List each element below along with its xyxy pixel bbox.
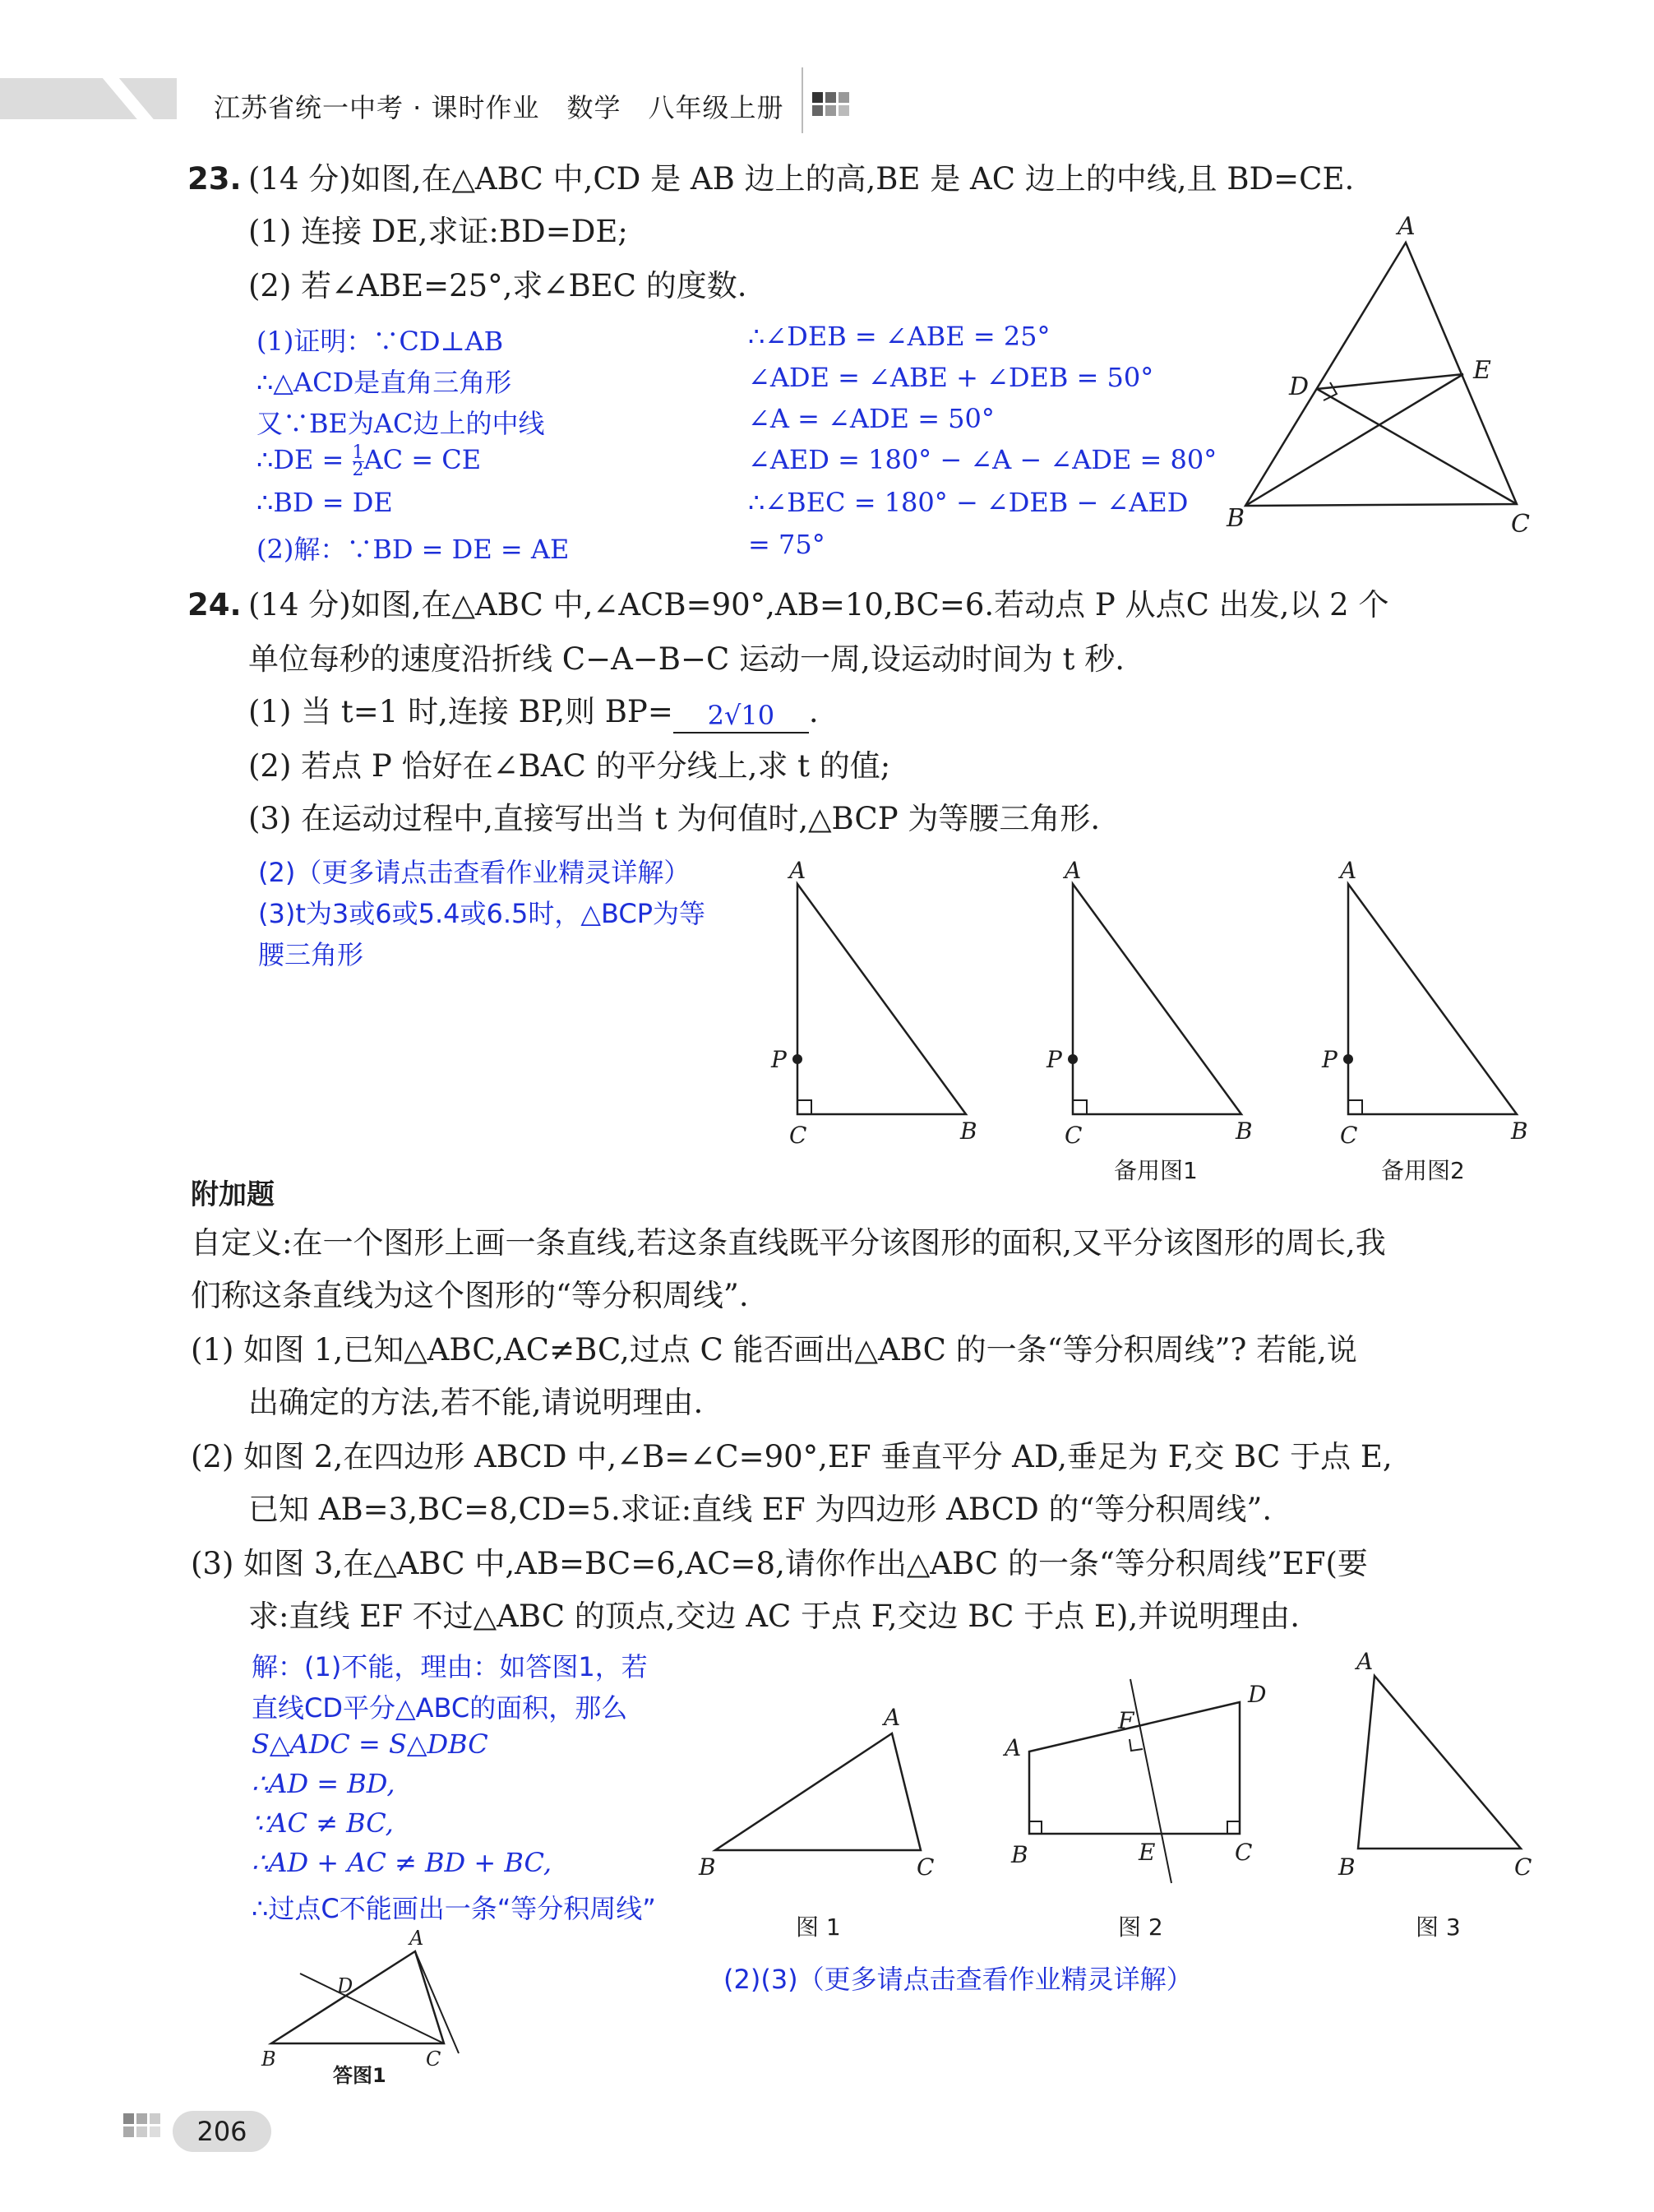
point-p — [1068, 1054, 1078, 1064]
q23-ans-right: ∠A = ∠ADE = 50° — [748, 403, 995, 434]
label-c: C — [789, 1122, 807, 1149]
q24-caption-spare-1: 备用图1 — [1114, 1157, 1198, 1184]
q23-ans-right: = 75° — [748, 529, 825, 560]
label-c: C — [1065, 1122, 1083, 1149]
svg-text:C: C — [917, 1853, 935, 1881]
extra-ans-line: ∴过点C不能画出一条“等分积周线” — [252, 1893, 656, 1924]
svg-text:D: D — [337, 1974, 353, 1997]
q24-number: 24. — [187, 587, 242, 622]
caption-fig-2: 图 2 — [1118, 1914, 1163, 1941]
label-b: B — [1511, 1118, 1528, 1145]
q23-ans-line: ∴△ACD是直角三角形 — [256, 367, 512, 398]
q23-ans-line: (2)解：∵BD = DE = AE — [256, 534, 570, 565]
extra-ans-line: S△ADC = S△DBC — [252, 1728, 488, 1760]
q23-ans-line-fraction: ∴DE = $\frac{1}{2}$ AC = CE — [256, 442, 482, 480]
q23-ans-line: (1)证明：∵CD⊥AB — [256, 326, 504, 357]
extra-figure-1 — [682, 1678, 945, 1891]
extra-part3-line1: (3) 如图 3,在△ABC 中,AB=BC=6,AC=8,请你作出△ABC 的一条“等分积周线”EF(要 — [191, 1546, 1368, 1581]
extra-ans-more: (2)(3)（更多请点击查看作业精灵详解） — [723, 1964, 1193, 1995]
svg-text:B: B — [1338, 1853, 1356, 1881]
extra-part1-line2: 出确定的方法,若不能,请说明理由. — [248, 1385, 704, 1420]
point-p — [1343, 1054, 1353, 1064]
point-p — [792, 1054, 802, 1064]
svg-text:E: E — [1139, 1839, 1156, 1866]
segment-be — [1245, 374, 1463, 506]
extra-ans-line: 直线CD平分△ABC的面积，那么 — [252, 1692, 628, 1724]
right-angle-mark — [1324, 382, 1337, 400]
extra-intro-line1: 自定义:在一个图形上画一条直线,若这条直线既平分该图形的面积,又平分该图形的周长,我 — [191, 1225, 1386, 1261]
q23-triangle-figure — [1217, 210, 1545, 539]
label-b: B — [1227, 504, 1245, 533]
extra-part2-line2: 已知 AB=3,BC=8,CD=5.求证:直线 EF 为四边形 ABCD 的“等分积周线”. — [248, 1492, 1273, 1527]
svg-text:B: B — [261, 2048, 276, 2071]
svg-text:D: D — [1248, 1681, 1267, 1708]
svg-text:F: F — [1118, 1707, 1134, 1734]
label-b: B — [960, 1118, 977, 1145]
label-p: P — [1322, 1046, 1338, 1073]
q24-ans-line: (3)t为3或6或5.4或6.5时，△BCP为等 — [258, 898, 706, 929]
extra-intro-line2: 们称这条直线为这个图形的“等分积周线”. — [191, 1278, 749, 1313]
q24-spare-figure-1 — [1040, 847, 1262, 1151]
q23-stem: (14 分)如图,在△ABC 中,CD 是 AB 边上的高,BE 是 AC 边上的中线,且 BD=CE. — [248, 161, 1355, 197]
label-a: A — [1398, 212, 1416, 241]
caption-answer-fig-1: 答图1 — [333, 2064, 386, 2087]
q23-ans-right: ∴∠DEB = ∠ABE = 25° — [748, 321, 1051, 352]
fraction-one-half: $\frac{1}{2}$ — [352, 442, 364, 480]
caption-fig-1: 图 1 — [796, 1914, 841, 1941]
label-c: C — [1511, 510, 1530, 539]
extra-part2-line1: (2) 如图 2,在四边形 ABCD 中,∠B=∠C=90°,EF 垂直平分 AD,垂足为 F,交 BC 于点 E, — [191, 1439, 1393, 1474]
svg-text:A: A — [1005, 1734, 1022, 1761]
extra-figure-2 — [986, 1669, 1291, 1908]
label-a: A — [789, 857, 806, 884]
q24-caption-spare-2: 备用图2 — [1381, 1157, 1465, 1184]
svg-text:C: C — [1235, 1839, 1253, 1866]
q23-ans-line: ∴BD = DE — [256, 487, 393, 518]
label-b: B — [1236, 1118, 1253, 1145]
q24-part1: (1) 当 t=1 时,连接 BP,则 BP= 2√10 . — [248, 691, 819, 733]
q24-stem-line2: 单位每秒的速度沿折线 C−A−B−C 运动一周,设运动时间为 t 秒. — [248, 641, 1125, 677]
q24-part2: (2) 若点 P 恰好在∠BAC 的平分线上,求 t 的值; — [248, 748, 891, 784]
q23-number: 23. — [187, 161, 242, 197]
svg-text:A: A — [1356, 1648, 1374, 1675]
q23-part2: (2) 若∠ABE=25°,求∠BEC 的度数. — [248, 268, 747, 303]
label-p: P — [771, 1046, 787, 1073]
q23-part1: (1) 连接 DE,求证:BD=DE; — [248, 214, 628, 249]
extra-ans-line: ∵AC ≠ BC, — [252, 1807, 394, 1839]
q24-stem-line1: (14 分)如图,在△ABC 中,∠ACB=90°,AB=10,BC=6.若动点 P 从点C 出发,以 2 个 — [248, 587, 1389, 622]
header-divider — [802, 67, 803, 133]
svg-text:C: C — [426, 2048, 441, 2071]
extra-ans-line: ∴AD + AC ≠ BD + BC, — [252, 1847, 552, 1878]
caption-fig-3: 图 3 — [1416, 1914, 1461, 1941]
extra-title: 附加题 — [191, 1178, 275, 1211]
svg-text:B: B — [699, 1853, 716, 1881]
extra-part1-line1: (1) 如图 1,已知△ABC,AC≠BC,过点 C 能否画出△ABC 的一条“等分积周线”? 若能,说 — [191, 1332, 1357, 1367]
label-a: A — [1340, 857, 1357, 884]
q23-ans-line: 又∵BE为AC边上的中线 — [256, 408, 545, 439]
q24-spare-figure-2 — [1315, 847, 1537, 1151]
page-number: 206 — [173, 2111, 271, 2152]
q24-main-figure — [765, 847, 986, 1151]
extra-ans-line: ∴AD = BD, — [252, 1768, 395, 1799]
q24-ans-line: 腰三角形 — [258, 939, 364, 970]
extra-part3-line2: 求:直线 EF 不过△ABC 的顶点,交边 AC 于点 F,交边 BC 于点 E),并说明理由. — [248, 1599, 1300, 1634]
label-p: P — [1046, 1046, 1062, 1073]
label-c: C — [1340, 1122, 1358, 1149]
extra-figure-3 — [1324, 1645, 1562, 1891]
extra-ans-line: 解：(1)不能，理由：如答图1，若 — [252, 1651, 648, 1682]
svg-text:A: A — [409, 1927, 424, 1950]
q23-ans-right: ∠ADE = ∠ABE + ∠DEB = 50° — [748, 362, 1154, 393]
svg-text:B: B — [1011, 1841, 1028, 1868]
svg-text:A: A — [884, 1704, 901, 1731]
header-band — [0, 78, 177, 119]
q24-part3: (3) 在运动过程中,直接写出当 t 为何值时,△BCP 为等腰三角形. — [248, 801, 1101, 836]
header-title: 江苏省统一中考 · 课时作业 数学 八年级上册 — [214, 92, 784, 123]
q24-ans-line: (2)（更多请点击查看作业精灵详解） — [258, 857, 691, 888]
label-e: E — [1473, 356, 1491, 385]
q23-ans-right: ∠AED = 180° − ∠A − ∠ADE = 80° — [748, 444, 1217, 475]
q24-part1-answer-blank: 2√10 — [673, 699, 809, 733]
q23-ans-right: ∴∠BEC = 180° − ∠DEB − ∠AED — [748, 487, 1189, 518]
svg-text:C: C — [1514, 1853, 1532, 1881]
segment-cd — [1317, 389, 1517, 504]
label-a: A — [1065, 857, 1082, 884]
label-d: D — [1289, 373, 1310, 401]
